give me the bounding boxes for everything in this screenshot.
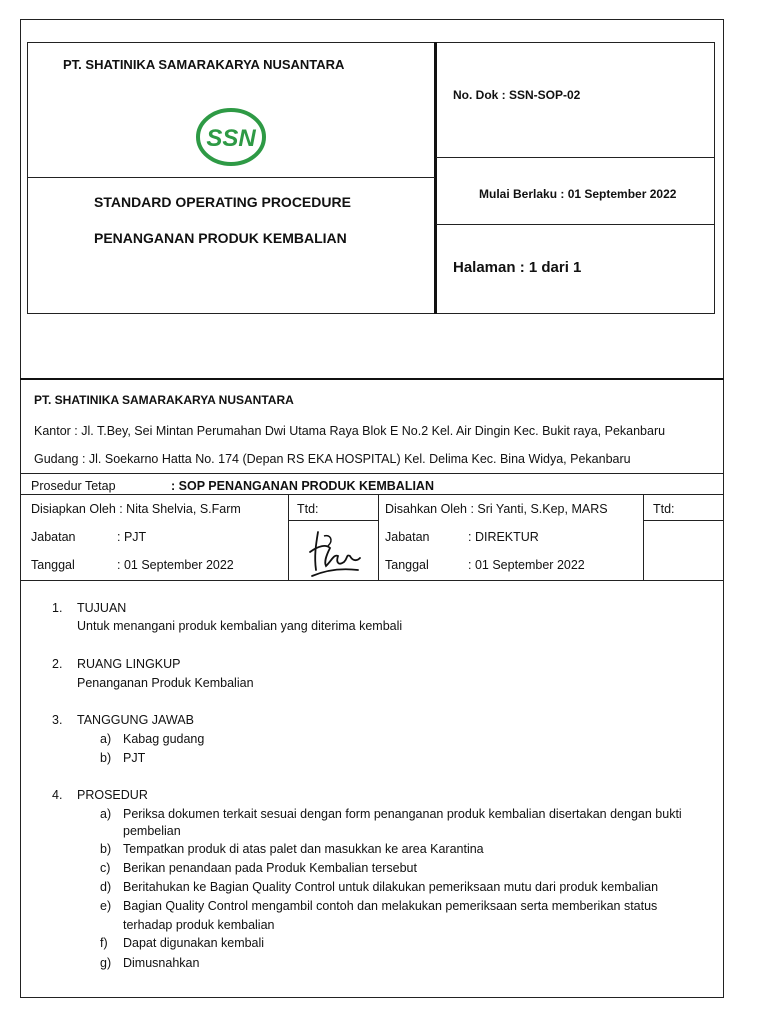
approval-bottom: [20, 580, 724, 581]
list-item: Berikan penandaan pada Produk Kembalian tersebut: [123, 861, 417, 875]
list-item-mark: d): [100, 880, 112, 894]
header-box: [27, 42, 715, 314]
list-item-mark: c): [100, 861, 111, 875]
header-company: PT. SHATINIKA SAMARAKARYA NUSANTARA: [63, 57, 345, 72]
list-item-mark: f): [100, 936, 108, 950]
procedure-value: : SOP PENANGANAN PRODUK KEMBALIAN: [171, 479, 434, 493]
list-item: Beritahukan ke Bagian Quality Control untuk dilakukan pemeriksaan mutu dari produk kembalian: [123, 880, 659, 894]
list-item-mark: e): [100, 899, 112, 913]
list-item-mark: a): [100, 807, 112, 821]
list-item: Bagian Quality Control mengambil contoh dan melakukan pemeriksaan serta memberikan status: [123, 899, 658, 913]
prepared-by: Disiapkan Oleh : Nita Shelvia, S.Farm: [31, 502, 241, 516]
section-3-number: 3.: [52, 713, 63, 727]
sop-title: STANDARD OPERATING PROCEDURE: [94, 194, 351, 210]
sop-subtitle: PENANGANAN PRODUK KEMBALIAN: [94, 230, 347, 246]
header-right-divider-1: [436, 157, 715, 158]
logo-text: SSN: [206, 125, 256, 152]
date-value-2: : 01 September 2022: [468, 558, 585, 572]
office-address: Kantor : Jl. T.Bey, Sei Mintan Perumahan Dwi Utama Raya Blok E No.2 Kel. Air Dingin Kec. Bukit raya, Pekanbaru: [34, 424, 666, 438]
list-item-mark: b): [100, 842, 112, 856]
section-2-title: RUANG LINGKUP: [77, 657, 181, 671]
company-logo: [195, 107, 267, 167]
list-item-mark: b): [100, 751, 112, 765]
list-item: Kabag gudang: [123, 732, 205, 746]
list-item: Periksa dokumen terkait sesuai dengan form penanganan produk kembalian disertakan dengan bukti: [123, 807, 682, 821]
list-item: PJT: [123, 751, 146, 765]
date-value-1: : 01 September 2022: [117, 558, 234, 572]
ttd-label-2: Ttd:: [653, 502, 675, 516]
list-item: Dapat digunakan kembali: [123, 936, 265, 950]
approval-col-divider-1: [288, 494, 289, 580]
list-item-mark: g): [100, 956, 112, 970]
list-item-continuation: terhadap produk kembalian: [123, 918, 275, 932]
position-label-2: Jabatan: [385, 530, 430, 544]
date-label-2: Tanggal: [385, 558, 429, 572]
ttd2-divider: [643, 520, 724, 521]
position-value-1: : PJT: [117, 530, 147, 544]
position-value-2: : DIREKTUR: [468, 530, 539, 544]
header-left-divider: [27, 177, 435, 178]
date-label-1: Tanggal: [31, 558, 75, 572]
procedure-row-bottom: [20, 494, 724, 495]
approval-col-divider-2: [378, 494, 379, 580]
ttd-label-1: Ttd:: [297, 502, 319, 516]
section-1-text: Untuk menangani produk kembalian yang diterima kembali: [77, 619, 403, 633]
section-2-number: 2.: [52, 657, 63, 671]
warehouse-address: Gudang : Jl. Soekarno Hatta No. 174 (Depan RS EKA HOSPITAL) Kel. Delima Kec. Bina Widya, Pekanbaru: [34, 452, 631, 466]
approval-col-divider-3: [643, 494, 644, 580]
ttd1-divider: [288, 520, 378, 521]
header-right-divider-2: [436, 224, 715, 225]
effective-date: Mulai Berlaku : 01 September 2022: [479, 187, 677, 201]
list-item-mark: a): [100, 732, 112, 746]
header-divider: [434, 42, 437, 314]
signature: [304, 526, 364, 582]
section-3-title: TANGGUNG JAWAB: [77, 713, 194, 727]
company-info-name: PT. SHATINIKA SAMARAKARYA NUSANTARA: [34, 393, 294, 407]
doc-number: No. Dok : SSN-SOP-02: [453, 88, 581, 102]
list-item: Tempatkan produk di atas palet dan masukkan ke area Karantina: [123, 842, 484, 856]
section-4-title: PROSEDUR: [77, 788, 148, 802]
procedure-row-top: [20, 473, 724, 474]
page-indicator: Halaman : 1 dari 1: [453, 259, 582, 276]
approved-by: Disahkan Oleh : Sri Yanti, S.Kep, MARS: [385, 502, 608, 516]
section-separator: [20, 378, 724, 380]
procedure-label: Prosedur Tetap: [31, 479, 116, 493]
list-item: Dimusnahkan: [123, 956, 200, 970]
section-2-text: Penanganan Produk Kembalian: [77, 676, 254, 690]
list-item-continuation: pembelian: [123, 824, 181, 838]
section-1-number: 1.: [52, 601, 63, 615]
section-4-number: 4.: [52, 788, 63, 802]
position-label-1: Jabatan: [31, 530, 76, 544]
section-1-title: TUJUAN: [77, 601, 127, 615]
